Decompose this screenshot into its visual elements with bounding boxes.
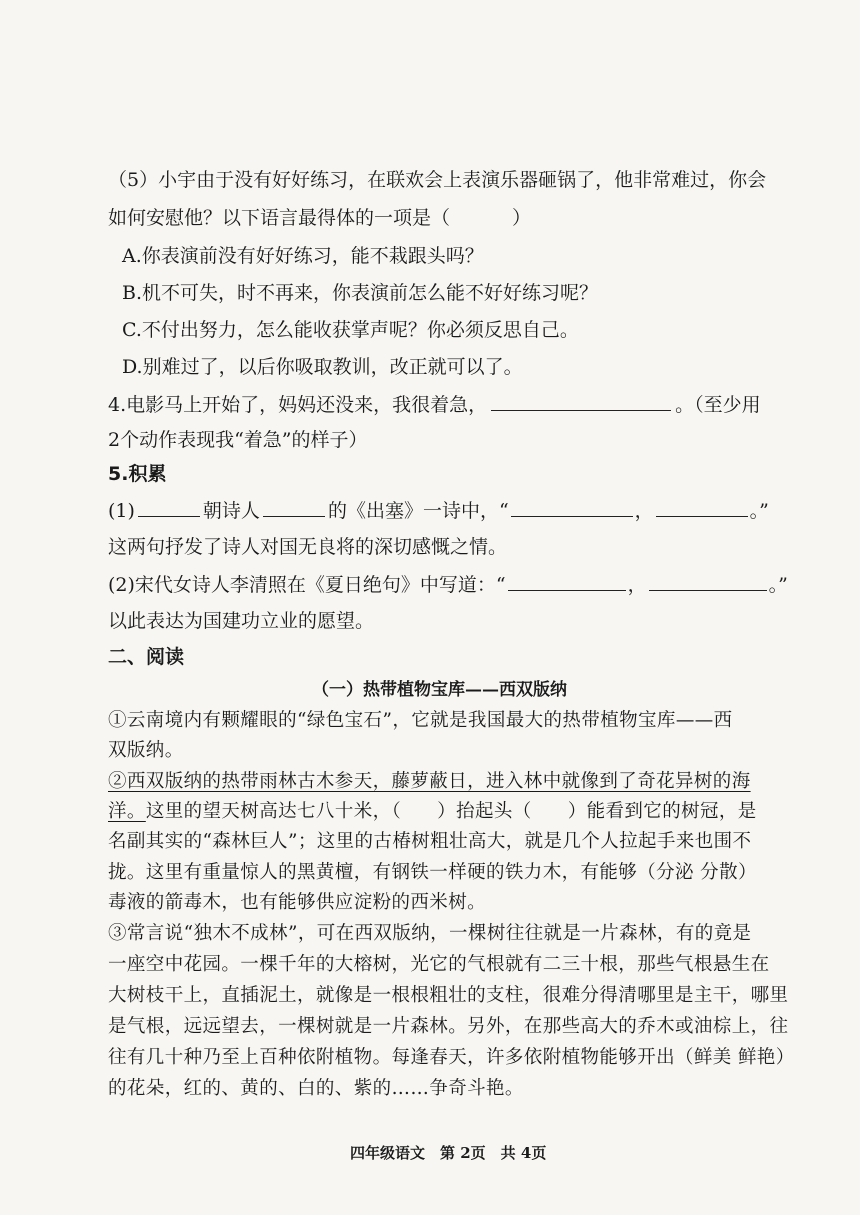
- poet-blank[interactable]: [263, 498, 325, 517]
- item2-comma: ，: [627, 574, 647, 596]
- para2-underlined-end: 洋。: [108, 801, 146, 822]
- para3-line6: 的花朵，红的、黄的、白的、紫的……争奇斗艳。: [108, 1078, 524, 1099]
- para3-line1: ③常言说“独木不成林”，可在西双版纳，一棵树往往就是一片森林，有的竟是: [108, 923, 752, 944]
- q4-hint: 。（至少用: [675, 394, 761, 416]
- q4-answer-blank[interactable]: [491, 392, 671, 411]
- li-verse2-blank[interactable]: [649, 572, 767, 591]
- item1-number: (1): [108, 500, 135, 522]
- para3-line5: 往有几十种乃至上百种依附植物。每逢春天，许多依附植物能够开出（鲜美 鲜艳）: [108, 1047, 795, 1068]
- para3-line2: 一座空中花园。一棵千年的大榕树，光它的气根就有二三十根，那些气根悬生在: [108, 954, 770, 975]
- item1-text-poem: 的《出塞》一诗中，“: [327, 500, 509, 522]
- para3-line4: 是气根，远远望去，一棵树就是一片森林。另外，在那些高大的乔木或油棕上，往: [108, 1016, 789, 1037]
- item1-comma: ，: [634, 500, 654, 522]
- q4-text: 4.电影马上开始了，妈妈还没来，我很着急，: [108, 394, 488, 416]
- passage-title: （一）热带植物宝库——西双版纳: [312, 680, 567, 700]
- para2-text-c: ）能看到它的树冠，是: [567, 801, 757, 822]
- accum-item1-line2: 这两句抒发了诗人对国无良将的深切感慨之情。: [108, 536, 508, 558]
- item2-close: 。”: [768, 574, 788, 596]
- accum-heading: 5.积累: [108, 463, 167, 485]
- item2-text: (2)宋代女诗人李清照在《夏日绝句》中写道：“: [108, 574, 506, 596]
- q5-option-d: D.别难过了，以后你吸取教训，改正就可以了。: [122, 356, 523, 378]
- item1-close: 。”: [749, 500, 769, 522]
- q5-stem-line1: （5）小宇由于没有好好练习，在联欢会上表演乐器砸锅了，他非常难过，你会: [108, 169, 767, 191]
- li-verse1-blank[interactable]: [508, 572, 626, 591]
- para2-line5: 毒液的箭毒木，也有能够供应淀粉的西米树。: [108, 892, 487, 913]
- para2-line3: 名副其实的“森林巨人”；这里的古椿树粗壮高大，就是几个人拉起手来也围不: [108, 831, 752, 852]
- para2-line1-underlined: ②西双版纳的热带雨林古木参天，藤萝蔽日，进入林中就像到了奇花异树的海: [108, 771, 751, 792]
- verse2-blank[interactable]: [656, 498, 748, 517]
- para2-line4: 拢。这里有重量惊人的黑黄檀，有钢铁一样硬的铁力木，有能够（分泌 分散）: [108, 862, 757, 883]
- q5-stem-text: 如何安慰他？以下语言最得体的一项是（: [108, 207, 451, 229]
- reading-heading: 二、阅读: [108, 646, 185, 668]
- verse1-blank[interactable]: [511, 498, 633, 517]
- accum-item1-line1: [108, 498, 769, 523]
- accum-item2-line1: [108, 572, 788, 597]
- q4-line1: [108, 392, 761, 417]
- q5-option-b: B.机不可失，时不再来，你表演前怎么能不好好练习呢？: [122, 282, 599, 304]
- accum-item2-line2: 以此表达为国建功立业的愿望。: [108, 610, 375, 632]
- para1-line2: 双版纳。: [108, 740, 184, 761]
- q5-close-paren: ）: [512, 207, 532, 229]
- para2-text-a: 这里的望天树高达七八十米，（: [145, 801, 402, 822]
- item1-text-poet: 朝诗人: [202, 500, 260, 522]
- q5-stem-line2: [108, 206, 531, 230]
- para2-text-b: ）抬起头（: [437, 801, 532, 822]
- dynasty-blank[interactable]: [138, 498, 200, 517]
- q5-option-a: A.你表演前没有好好练习，能不栽跟头吗？: [122, 245, 484, 267]
- page-footer: 四年级语文 第 2页 共 4页: [350, 1144, 547, 1162]
- q5-option-c: C.不付出努力，怎么能收获掌声呢？你必须反思自己。: [122, 319, 579, 341]
- para3-line3: 大树枝干上，直插泥土，就像是一根根粗壮的支柱，很难分得清哪里是主干，哪里: [108, 985, 789, 1006]
- q4-line2: 2个动作表现我“着急”的样子）: [108, 429, 368, 451]
- para1-line1: ①云南境内有颗耀眼的“绿色宝石”，它就是我国最大的热带植物宝库——西: [108, 710, 733, 731]
- para2-line2: [108, 800, 757, 824]
